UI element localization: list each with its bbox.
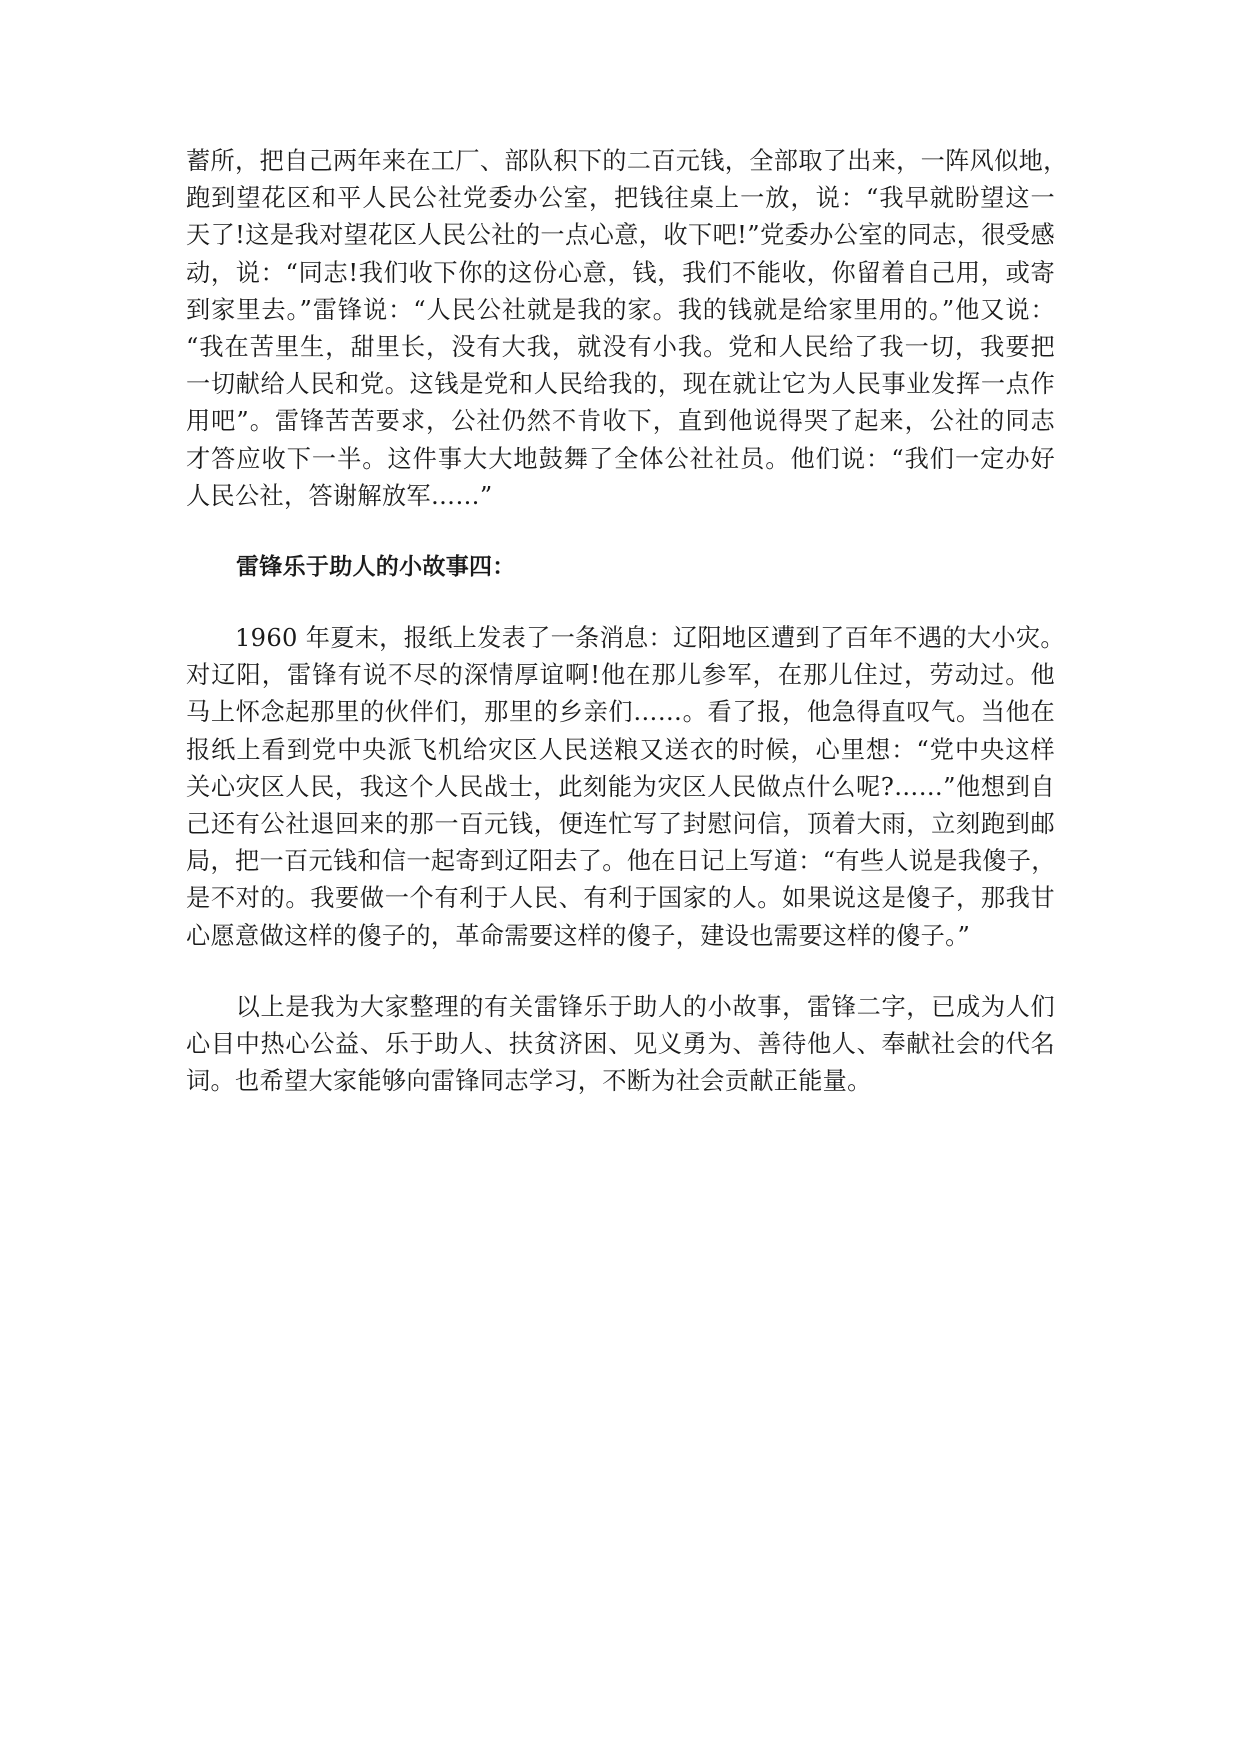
paragraph-spacer [186,586,1055,620]
text-line: 天了!这是我对望花区人民公社的一点心意，收下吧!”党委办公室的同志，很受感 [186,221,1055,250]
text-line: 蓄所，把自己两年来在工厂、部队积下的二百元钱，全部取了出来，一阵风似地， [186,147,1068,175]
text-line: 动，说：“同志!我们收下你的这份心意，钱，我们不能收，你留着自己用，或寄 [186,258,1055,287]
document-body [186,143,1068,1100]
text-line: 以上是我为大家整理的有关雷锋乐于助人的小故事，雷锋二字，已成为人们 [186,992,1055,1021]
text-line: 己还有公社退回来的那一百元钱，便连忙写了封慰问信，顶着大雨，立刻跑到邮 [186,810,1055,838]
text-line: 才答应收下一半。这件事大大地鼓舞了全体公社社员。他们说：“我们一定办好 [186,444,1055,473]
text-line: 一切献给人民和党。这钱是党和人民给我的，现在就让它为人民事业发挥一点作 [186,370,1055,399]
text-line: 心目中热心公益、乐于助人、扶贫济困、见义勇为、善待他人、奉献社会的代名 [186,1029,1055,1058]
text-line: 词。也希望大家能够向雷锋同志学习，不断为社会贡献正能量。 [186,1067,872,1096]
text-line: 跑到望花区和平人民公社党委办公室，把钱往桌上一放，说：“我早就盼望这一 [186,184,1055,213]
story-paragraph-continued [186,143,1068,515]
text-line: 到家里去。”雷锋说：“人民公社就是我的家。我的钱就是给家里用的。”他又说： [186,295,1055,324]
section-heading: 雷锋乐于助人的小故事四： [236,553,516,580]
text-line: 心愿意做这样的傻子的，革命需要这样的傻子，建设也需要这样的傻子。” [186,921,971,950]
text-line: 报纸上看到党中央派飞机给灾区人民送粮又送衣的时候，心里想：“党中央这样 [186,735,1055,764]
story-paragraph-four [186,620,1065,955]
text-line: 局，把一百元钱和信一起寄到辽阳去了。他在日记上写道：“有些人说是我傻子， [186,847,1056,876]
conclusion-paragraph [186,989,1055,1101]
paragraph-spacer [186,955,1055,989]
text-line: 马上怀念起那里的伙伴们，那里的乡亲们……。看了报，他急得直叹气。当他在 [186,698,1055,727]
text-line: 关心灾区人民，我这个人民战士，此刻能为灾区人民做点什么呢?……”他想到自 [186,772,1055,801]
text-line: 1960 年夏末，报纸上发表了一条消息：辽阳地区遭到了百年不遇的大小灾。 [186,624,1065,653]
text-line: 对辽阳，雷锋有说不尽的深情厚谊啊!他在那儿参军，在那儿住过，劳动过。他 [186,661,1055,690]
text-line: 用吧”。雷锋苦苦要求，公社仍然不肯收下，直到他说得哭了起来，公社的同志 [186,407,1055,436]
text-line: 人民公社，答谢解放军……” [186,481,493,510]
text-line: “我在苦里生，甜里长，没有大我，就没有小我。党和人民给了我一切，我要把 [186,332,1055,361]
paragraph-spacer [186,515,1055,549]
text-line: 是不对的。我要做一个有利于人民、有利于国家的人。如果说这是傻子，那我甘 [186,884,1055,913]
